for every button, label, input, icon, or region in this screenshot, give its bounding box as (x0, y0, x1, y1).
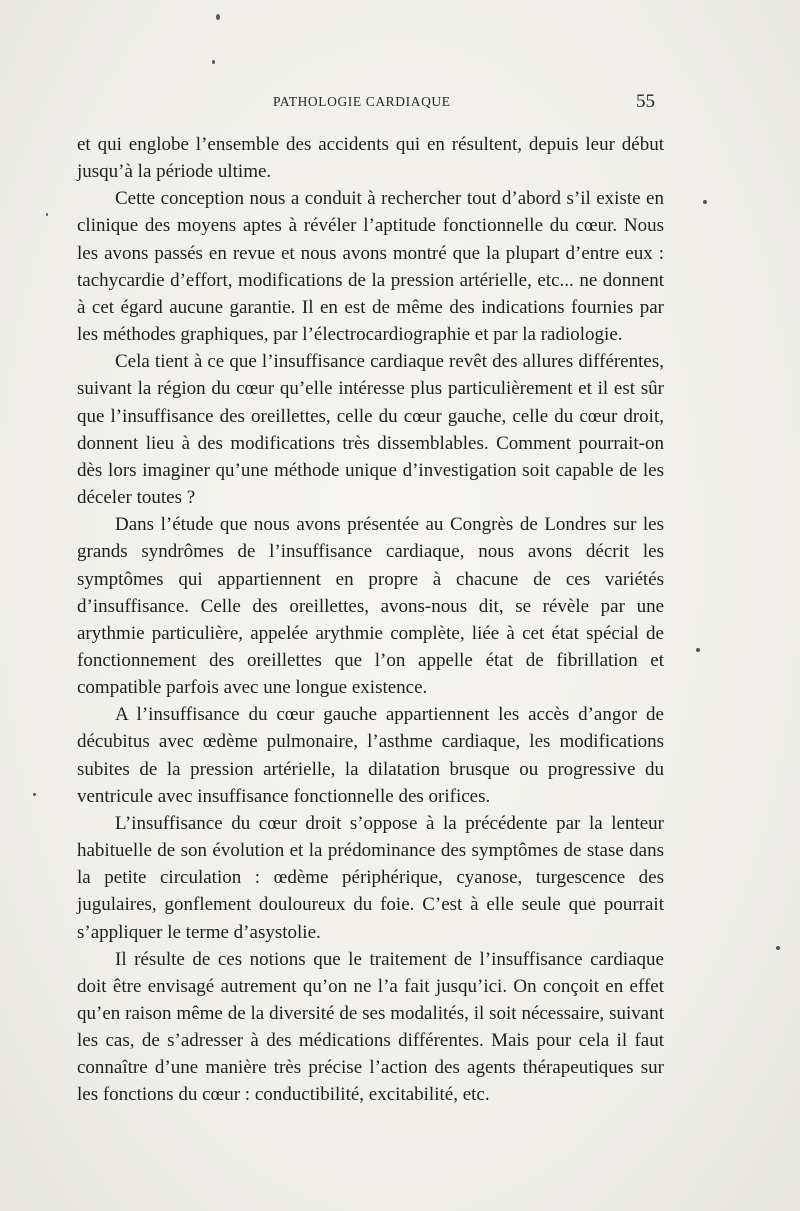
paragraph: Cette conception nous a conduit à rechercher tout d’abord s’il existe en clinique des moyens aptes à révéler l’aptitude fonctionnelle du cœur. Nous les avons passés en revue et nous avons montré que la plupart d’entre eux : tachycardie d’effort, modifications de la pression artérielle, etc... ne donnent à cet égard aucune garantie. Il en est de même des indications fournies par les méthodes graphiques, par l’électrocardiographie et par la radiologie. (77, 188, 664, 346)
paragraph: Il résulte de ces notions que le traitement de l’insuffisance cardiaque doit être envisagé autrement qu’on ne l’a fait jusqu’ici. On conçoit en effet qu’en raison même de la diversité de ses modalités, il soit nécessaire, suivant les cas, de s’adresser à des médications différentes. Mais pour cela il faut connaître d’une manière très précise l’action des agents thérapeutiques sur les fonctions du cœur : conductibilité, excitabilité, etc. (77, 948, 664, 1106)
paragraph: A l’insuffisance du cœur gauche appartiennent les accès d’angor de décubitus avec œdème pulmonaire, l’asthme cardiaque, les modifications subites de la pression artérielle, la dilatation brusque ou progressive du ventricule avec insuffisance fonctionnelle des orifices. (77, 704, 664, 807)
scan-speck (33, 793, 36, 796)
scan-speck (703, 200, 707, 204)
scan-speck (216, 14, 220, 20)
scan-speck (696, 648, 700, 652)
scan-speck (776, 946, 780, 950)
scan-speck (46, 213, 48, 216)
page-header (0, 91, 800, 116)
paragraph-continuation: et qui englobe l’ensemble des accidents qui en résultent, depuis leur début jusqu’à la période ultime. (77, 134, 664, 183)
running-title: PATHOLOGIE CARDIAQUE (273, 94, 451, 109)
paragraph: L’insuffisance du cœur droit s’oppose à la précédente par la lenteur habituelle de son évolution et la prédominance des symptômes de stase dans la petite circulation : œdème périphérique, cyanose, turgescence des jugulaires, gonflement douloureux du foie. C’est à elle seule que pourrait s’appliquer le terme d’asystolie. (77, 812, 664, 943)
paragraph: Cela tient à ce que l’insuffisance cardiaque revêt des allures différentes, suivant la région du cœur qu’elle intéresse plus particulièrement et il est sûr que l’insuffisance des oreillettes, celle du cœur gauche, celle du cœur droit, donnent lieu à des modifications très dissemblables. Comment pourrait-on dès lors imaginer qu’une méthode unique d’investigation soit capable de les déceler toutes ? (77, 351, 664, 509)
paragraph: Dans l’étude que nous avons présentée au Congrès de Londres sur les grands syndrômes de l’insuffisance cardiaque, nous avons décrit les symptômes qui appartiennent en propre à chacune de ces variétés d’insuffisance. Celle des oreillettes, avons-nous dit, se révèle par une arythmie particulière, appelée arythmie complète, liée à cet état spécial de fonctionnement des oreillettes que l’on appelle état de fibrillation et compatible parfois avec une longue existence. (77, 514, 664, 699)
scan-speck (212, 60, 215, 64)
page-number: 55 (636, 91, 655, 112)
body-text (77, 131, 664, 1109)
